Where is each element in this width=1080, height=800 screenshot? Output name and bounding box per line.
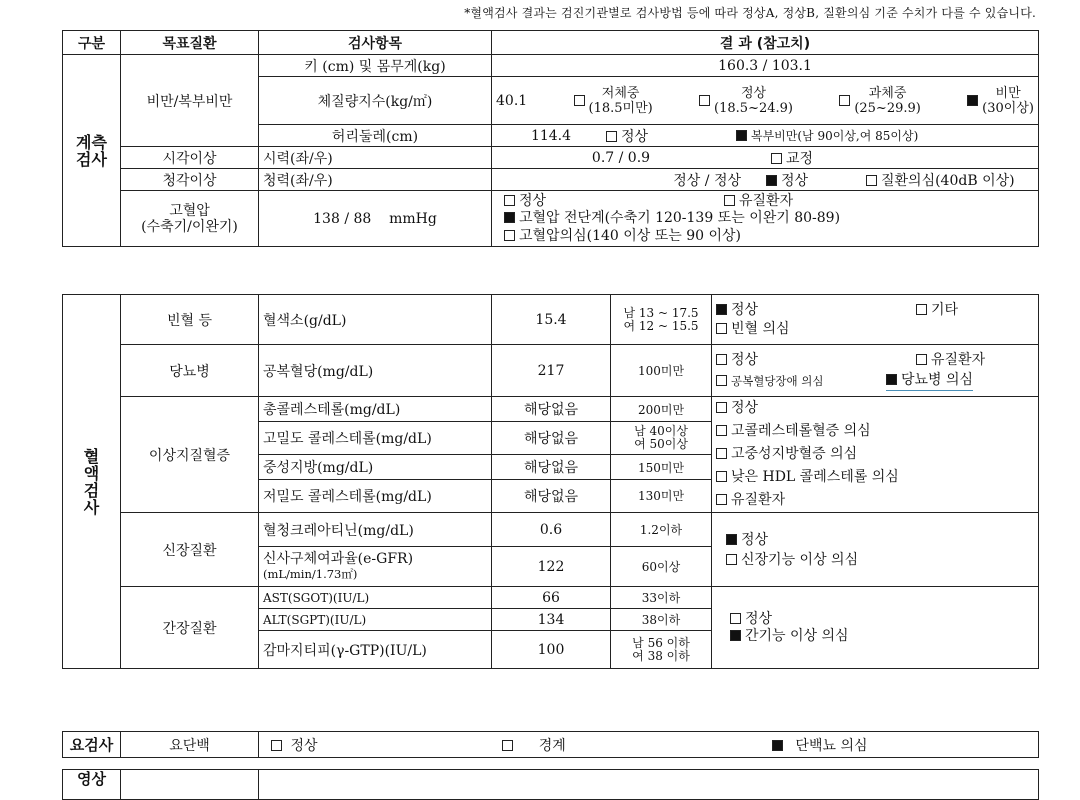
- table-header-row: [63, 31, 1039, 55]
- section-urine: 요검사: [63, 732, 121, 758]
- ggt-reference: 남 56 이하 여 38 이하: [611, 631, 712, 669]
- urine-suspect-option: 단백뇨 의심: [795, 737, 868, 754]
- diabetes-label: 공복혈당(mg/dL): [259, 345, 492, 397]
- section-blood-label: 혈액검사: [83, 446, 100, 517]
- checked-box-icon: [726, 534, 737, 545]
- ast-value: 66: [492, 587, 611, 609]
- checkbox-icon: [916, 354, 927, 365]
- checkbox-icon: [716, 494, 727, 505]
- lipid-row-label: 총콜레스테롤(mg/dL): [259, 397, 492, 422]
- checkbox-icon: [726, 554, 737, 565]
- section-measure: [63, 55, 121, 247]
- checked-box-icon: [766, 175, 777, 186]
- checkbox-icon: [771, 153, 782, 164]
- bmi-option-obese: 비만 (30이상): [967, 86, 1034, 116]
- anemia-value: 15.4: [492, 295, 611, 345]
- header-item: 검사항목: [259, 31, 492, 55]
- waist-label: 허리둘레(cm): [259, 125, 492, 147]
- lipid-row-reference: 남 40이상 여 50이상: [611, 422, 712, 455]
- hearing-disease: 청각이상: [121, 169, 259, 191]
- hearing-result: [492, 169, 1039, 191]
- section-imaging: 영상: [63, 770, 121, 800]
- checkbox-icon: [716, 448, 727, 459]
- urine-border-cell: [492, 732, 712, 758]
- checked-box-icon: [730, 630, 741, 641]
- lipid-row-value: 해당없음: [492, 479, 611, 512]
- bmi-option-overweight: 과체중 (25~29.9): [839, 86, 921, 116]
- imaging-result-cell: [259, 770, 1039, 800]
- checkbox-icon: [716, 402, 727, 413]
- liver-suspect-option: 간기능 이상 의심: [745, 627, 849, 644]
- alt-value: 134: [492, 609, 611, 631]
- lipid-option: 정상: [731, 400, 759, 416]
- blood-test-table: [62, 294, 1039, 669]
- checkbox-icon: [730, 613, 741, 624]
- bmi-label: 체질량지수(kg/㎡): [259, 77, 492, 125]
- lipid-row-reference: 150미만: [611, 455, 712, 479]
- urine-normal-cell: [259, 732, 492, 758]
- vision-label: 시력(좌/우): [259, 147, 492, 169]
- header-disease: 목표질환: [121, 31, 259, 55]
- lipid-result: [712, 397, 1039, 513]
- diabetes-reference: 100미만: [611, 345, 712, 397]
- diabetes-disease: 당뇨병: [121, 345, 259, 397]
- diabetes-ifg-option: 공복혈당장애 의심: [731, 373, 824, 388]
- kidney-disease: 신장질환: [121, 513, 259, 587]
- anemia-reference: 남 13 ~ 17.5 여 12 ~ 15.5: [611, 295, 712, 345]
- bmi-result: [492, 77, 1039, 125]
- kidney-result: [712, 513, 1039, 587]
- imaging-disease-cell: [121, 770, 259, 800]
- lipid-row-label: 고밀도 콜레스테롤(mg/dL): [259, 422, 492, 455]
- vision-value: 0.7 / 0.9: [591, 149, 651, 166]
- checked-box-icon: [772, 740, 783, 751]
- measurement-table: [62, 30, 1039, 247]
- anemia-suspect-option: 빈혈 의심: [731, 320, 790, 337]
- anemia-result: [712, 295, 1039, 345]
- checkbox-icon: [502, 740, 513, 751]
- alt-reference: 38이하: [611, 609, 712, 631]
- liver-disease: 간장질환: [121, 587, 259, 669]
- diabetes-result: [712, 345, 1039, 397]
- lipid-row-label: 중성지방(mg/dL): [259, 455, 492, 479]
- disclaimer-note: *혈액검사 결과는 검진기관별로 검사방법 등에 따라 정상A, 정상B, 질환의심 기준 수치가 다를 수 있습니다.: [464, 6, 1036, 20]
- waist-normal-option: 정상: [621, 128, 649, 145]
- vision-correction-option: 교정: [786, 150, 814, 167]
- checkbox-icon: [606, 131, 617, 142]
- lipid-option: 낮은 HDL 콜레스테롤 의심: [731, 469, 899, 485]
- gfr-reference: 60이상: [611, 547, 712, 587]
- checkbox-icon: [504, 195, 515, 206]
- urine-disease: 요단백: [121, 732, 259, 758]
- checked-box-icon: [886, 374, 897, 385]
- checked-box-icon: [504, 212, 515, 223]
- bp-result: [492, 191, 1039, 247]
- checkbox-icon: [916, 304, 927, 315]
- kidney-suspect-option: 신장기능 이상 의심: [741, 551, 859, 568]
- checkbox-icon: [699, 95, 710, 106]
- diabetes-patient-option: 유질환자: [931, 352, 986, 368]
- anemia-disease: 빈혈 등: [121, 295, 259, 345]
- bp-normal-option: 정상: [519, 192, 547, 209]
- bmi-option-normal: 정상 (18.5~24.9): [699, 86, 793, 116]
- lipid-row-value: 해당없음: [492, 422, 611, 455]
- gfr-label: 신사구체여과율(e-GFR) (mL/min/1.73㎡): [259, 547, 492, 587]
- lipid-row-label: 저밀도 콜레스테롤(mg/dL): [259, 479, 492, 512]
- height-weight-value: 160.3 / 103.1: [492, 55, 1039, 77]
- checkbox-icon: [271, 740, 282, 751]
- header-result: 결 과 (참고치): [492, 31, 1039, 55]
- header-category: 구분: [63, 31, 121, 55]
- diabetes-suspect-option: 당뇨병 의심: [901, 372, 974, 388]
- ast-label: AST(SGOT)(IU/L): [259, 587, 492, 609]
- creatinine-value: 0.6: [492, 513, 611, 547]
- lipid-row-reference: 200미만: [611, 397, 712, 422]
- vision-result: [492, 147, 1039, 169]
- anemia-other-option: 기타: [931, 301, 959, 318]
- gfr-value: 122: [492, 547, 611, 587]
- liver-result: [712, 587, 1039, 669]
- hearing-normal-option: 정상: [781, 172, 809, 189]
- liver-normal-option: 정상: [745, 610, 773, 627]
- ggt-label: 감마지티피(γ-GTP)(IU/L): [259, 631, 492, 669]
- bmi-option-underweight: 저체중 (18.5미만): [574, 86, 653, 116]
- creatinine-reference: 1.2이하: [611, 513, 712, 547]
- height-weight-label: 키 (cm) 및 몸무게(kg): [259, 55, 492, 77]
- checked-box-icon: [967, 95, 978, 106]
- urine-suspect-cell: [712, 732, 1039, 758]
- checkbox-icon: [839, 95, 850, 106]
- hearing-suspect-option: 질환의심(40dB 이상): [881, 172, 1015, 189]
- vision-disease: 시각이상: [121, 147, 259, 169]
- waist-value: 114.4: [530, 127, 572, 144]
- checkbox-icon: [716, 375, 727, 386]
- checkbox-icon: [716, 354, 727, 365]
- alt-label: ALT(SGPT)(IU/L): [259, 609, 492, 631]
- section-measure-label: 계측검사: [76, 132, 107, 169]
- section-blood: [63, 295, 121, 669]
- ggt-value: 100: [492, 631, 611, 669]
- bp-suspect-option: 고혈압의심(140 이상 또는 90 이상): [519, 227, 742, 244]
- anemia-normal-option: 정상: [731, 301, 759, 318]
- lipid-option: 고콜레스테롤혈증 의심: [731, 423, 871, 439]
- ast-reference: 33이하: [611, 587, 712, 609]
- checked-box-icon: [716, 304, 727, 315]
- bp-patient-option: 유질환자: [739, 192, 794, 209]
- bp-value: 138 / 88: [313, 210, 372, 227]
- checked-box-icon: [736, 130, 747, 141]
- lipid-option: 유질환자: [731, 492, 786, 508]
- checkbox-icon: [716, 425, 727, 436]
- diabetes-normal-option: 정상: [731, 352, 759, 368]
- lipid-row-value: 해당없음: [492, 455, 611, 479]
- checkbox-icon: [716, 471, 727, 482]
- waist-result: [492, 125, 1039, 147]
- urine-normal-option: 정상: [290, 737, 318, 754]
- obesity-disease: 비만/복부비만: [121, 55, 259, 147]
- kidney-normal-option: 정상: [741, 531, 769, 548]
- imaging-table: [62, 769, 1039, 800]
- urine-border-option: 경계: [538, 737, 566, 754]
- bp-unit: mmHg: [389, 210, 437, 227]
- checkbox-icon: [866, 175, 877, 186]
- lipid-disease: 이상지질혈증: [121, 397, 259, 513]
- hearing-label: 청력(좌/우): [259, 169, 492, 191]
- bmi-value: 40.1: [496, 92, 528, 109]
- waist-abnormal-option: 복부비만(남 90이상,여 85이상): [751, 129, 919, 143]
- bp-pre-option: 고혈압 전단계(수축기 120-139 또는 이완기 80-89): [519, 209, 841, 226]
- checkbox-icon: [574, 95, 585, 106]
- urine-test-table: [62, 731, 1039, 758]
- checkbox-icon: [504, 230, 515, 241]
- diabetes-value: 217: [492, 345, 611, 397]
- bp-disease: 고혈압 (수축기/이완기): [121, 191, 259, 247]
- hearing-value: 정상 / 정상: [673, 172, 741, 189]
- bp-value-cell: [259, 191, 492, 247]
- lipid-row-reference: 130미만: [611, 479, 712, 512]
- checkbox-icon: [716, 323, 727, 334]
- checkbox-icon: [724, 195, 735, 206]
- lipid-option: 고중성지방혈증 의심: [731, 446, 858, 462]
- creatinine-label: 혈청크레아티닌(mg/dL): [259, 513, 492, 547]
- lipid-row-value: 해당없음: [492, 397, 611, 422]
- anemia-label: 혈색소(g/dL): [259, 295, 492, 345]
